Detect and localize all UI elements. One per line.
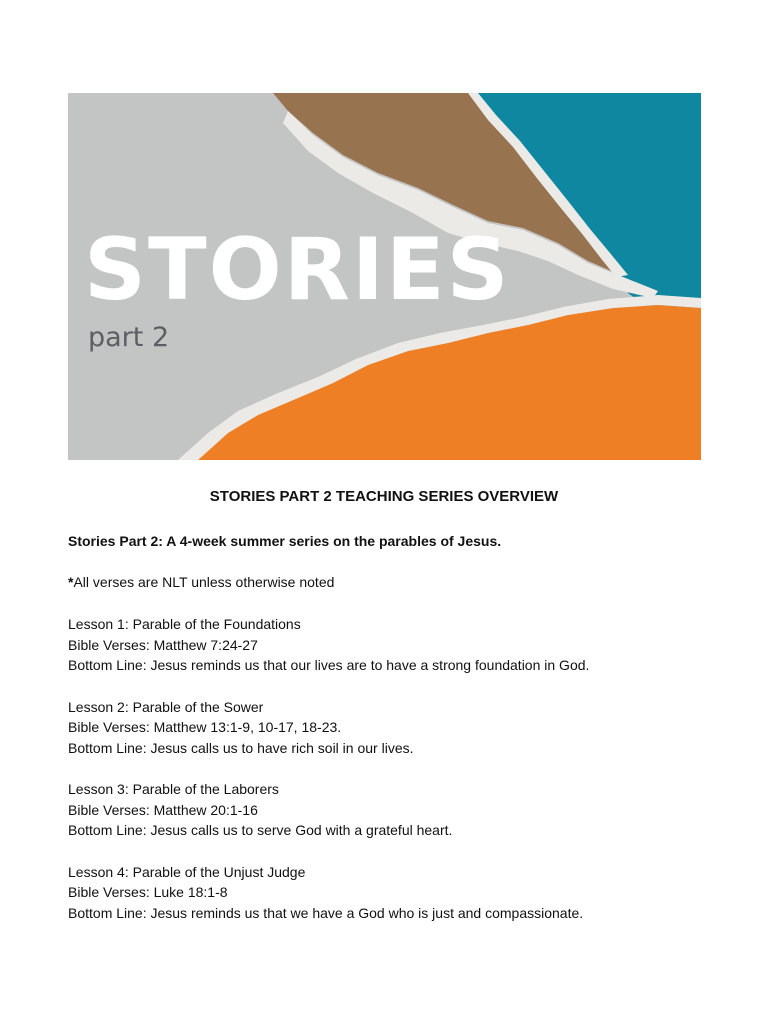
lesson-block-3 xyxy=(68,779,748,841)
verse-note xyxy=(68,574,334,590)
lesson-title: Lesson 1: Parable of the Foundations xyxy=(68,616,301,632)
lesson-verses: Bible Verses: Matthew 7:24-27 xyxy=(68,636,258,653)
note-text: All verses are NLT unless otherwise noted xyxy=(73,574,335,590)
lesson-verses: Bible Verses: Matthew 20:1-16 xyxy=(68,801,258,818)
lesson-title: Lesson 2: Parable of the Sower xyxy=(68,698,264,715)
lesson-title: Lesson 4: Parable of the Unjust Judge xyxy=(68,863,306,880)
lesson-bottom-line: Bottom Line: Jesus reminds us that our lives are to have a strong foundation in God. xyxy=(68,657,590,673)
banner-subtitle: part 2 xyxy=(88,322,170,353)
lesson-list xyxy=(68,614,748,944)
orange-paper-region xyxy=(198,305,701,460)
document-title: STORIES PART 2 TEACHING SERIES OVERVIEW xyxy=(209,488,559,505)
banner-title: STORIES xyxy=(84,220,511,320)
series-intro: Stories Part 2: A 4-week summer series on the parables of Jesus. xyxy=(68,533,502,549)
lesson-bottom-line: Bottom Line: Jesus calls us to have rich soil in our lives. xyxy=(68,739,414,756)
lesson-verses: Bible Verses: Luke 18:1-8 xyxy=(68,884,228,900)
lesson-block-2 xyxy=(68,697,748,759)
lesson-bottom-line: Bottom Line: Jesus reminds us that we have a God who is just and compassionate. xyxy=(68,904,584,921)
lesson-bottom-line: Bottom Line: Jesus calls us to serve God with a grateful heart. xyxy=(68,822,453,838)
lesson-title: Lesson 3: Parable of the Laborers xyxy=(68,781,279,797)
lesson-block-4 xyxy=(68,862,748,924)
series-banner xyxy=(68,93,701,460)
note-asterisk: * xyxy=(68,574,74,590)
lesson-verses: Bible Verses: Matthew 13:1-9, 10-17, 18-23. xyxy=(68,719,342,735)
lesson-block-1 xyxy=(68,614,748,676)
